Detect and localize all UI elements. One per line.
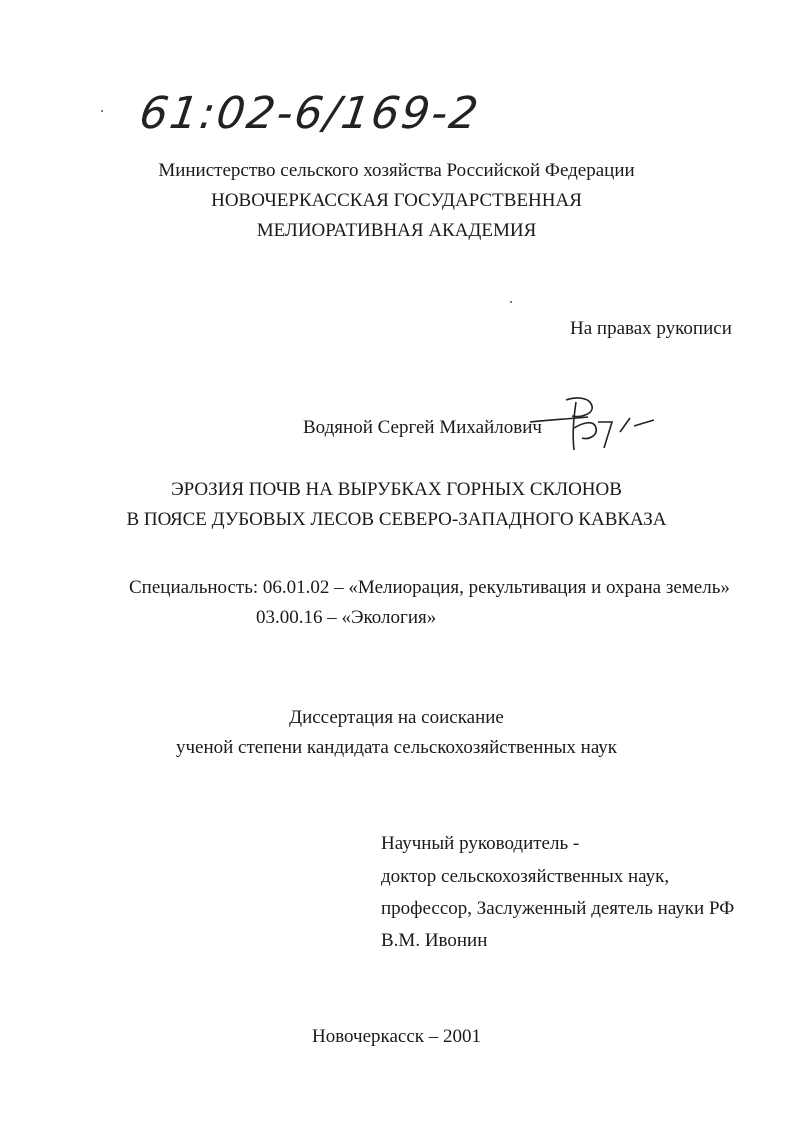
academy-line-2: МЕЛИОРАТИВНАЯ АКАДЕМИЯ	[256, 220, 537, 241]
degree-line-1: Диссертация на соискание	[289, 707, 504, 728]
specialty-line-2: 03.00.16 – «Экология»	[256, 607, 437, 628]
scan-speck	[101, 110, 103, 112]
handwritten-archive-number: 61:02-6/169-2	[136, 88, 484, 139]
title-line-1: ЭРОЗИЯ ПОЧВ НА ВЫРУБКАХ ГОРНЫХ СКЛОНОВ	[171, 479, 622, 500]
specialty-line-1: Специальность: 06.01.02 – «Мелиорация, рекультивация и охрана земель»	[129, 577, 730, 598]
footer-city-year: Новочеркасск – 2001	[311, 1026, 482, 1047]
author-name: Водяной Сергей Михайлович	[303, 417, 542, 438]
supervisor-line-3: профессор, Заслуженный деятель науки РФ	[381, 898, 735, 919]
signature-mark	[528, 392, 658, 462]
ministry-line: Министерство сельского хозяйства Российской Федерации	[158, 160, 635, 181]
academy-line-1: НОВОЧЕРКАССКАЯ ГОСУДАРСТВЕННАЯ	[211, 190, 582, 211]
supervisor-name: В.М. Ивонин	[381, 930, 488, 951]
scan-speck	[510, 301, 512, 303]
supervisor-line-2: доктор сельскохозяйственных наук,	[381, 866, 670, 887]
supervisor-line-1: Научный руководитель -	[381, 833, 580, 854]
rights-note: На правах рукописи	[570, 318, 732, 339]
degree-line-2: ученой степени кандидата сельскохозяйственных наук	[175, 737, 618, 758]
title-line-2: В ПОЯСЕ ДУБОВЫХ ЛЕСОВ СЕВЕРО-ЗАПАДНОГО КАВКАЗА	[126, 509, 667, 530]
